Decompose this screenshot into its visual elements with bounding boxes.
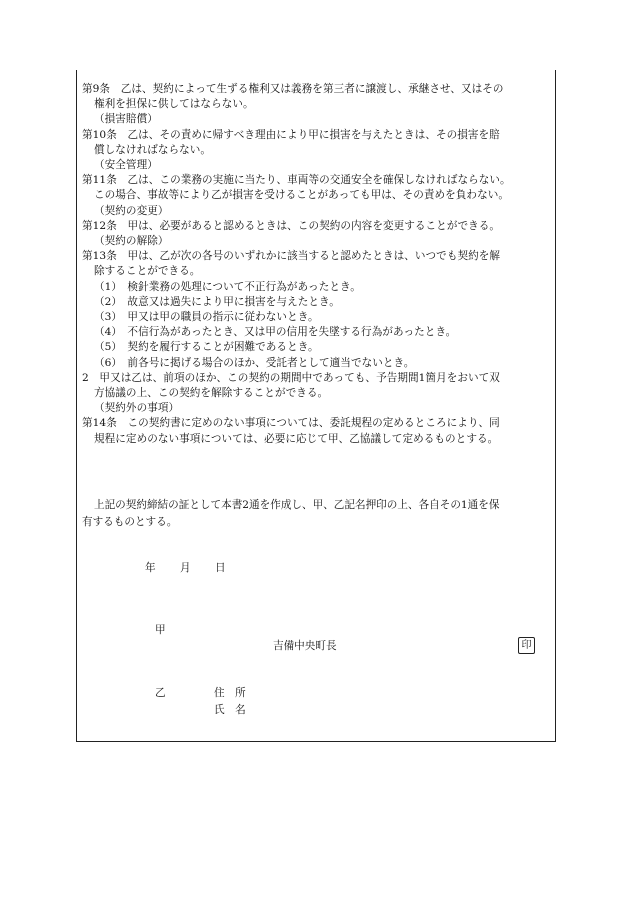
article-line: 第12条 甲は、必要があると認めるときは、この契約の内容を変更することができる。 bbox=[82, 219, 501, 232]
list-item: （1） 検針業務の処理について不正行為があったとき。 bbox=[94, 280, 361, 293]
party-b-address-label: 住 所 bbox=[214, 687, 246, 699]
article-line: 規程に定めのない事項については、必要に応じて甲、乙協議して定めるものとする。 bbox=[94, 432, 499, 445]
closing-statement bbox=[82, 497, 552, 531]
list-item: （6） 前各号に掲げる場合のほか、受託者として適当でないとき。 bbox=[94, 356, 415, 369]
article-line: 償しなければならない。 bbox=[94, 143, 212, 156]
seal-mark: 印 bbox=[518, 637, 535, 654]
list-item: （2） 故意又は過失により甲に損害を与えたとき。 bbox=[94, 295, 340, 308]
article-caption: （契約外の事項） bbox=[94, 402, 180, 415]
article-line: 権利を担保に供してはならない。 bbox=[94, 98, 254, 111]
article-line: 第14条 この契約書に定めのない事項については、委託規程の定めるところにより、同 bbox=[82, 417, 500, 430]
article-caption: （契約の変更） bbox=[94, 204, 169, 217]
party-b-label: 乙 bbox=[155, 687, 166, 699]
article-line: 第13条 甲は、乙が次の各号のいずれかに該当すると認めたときは、いつでも契約を解 bbox=[82, 250, 501, 263]
article-line: 除することができる。 bbox=[94, 265, 201, 278]
article-line: この場合、事故等により乙が損害を受けることがあっても甲は、その責めを負わない。 bbox=[94, 189, 509, 202]
list-item: （4） 不信行為があったとき、又は甲の信用を失墜する行為があったとき。 bbox=[94, 326, 457, 339]
date-month-label: 月 bbox=[180, 562, 191, 574]
article-caption: （安全管理） bbox=[94, 159, 158, 172]
party-a-label: 甲 bbox=[155, 624, 166, 636]
article-line: 第9条 乙は、契約によって生ずる権利又は義務を第三者に譲渡し、承継させ、又はその bbox=[82, 83, 504, 95]
party-b-name-label: 氏 名 bbox=[214, 704, 246, 716]
party-a-name: 吉備中央町長 bbox=[273, 640, 337, 652]
article-line: 方協議の上、この契約を解除することができる。 bbox=[94, 387, 329, 400]
article-line: 2 甲又は乙は、前項のほか、この契約の期間中であっても、予告期間1箇月をおいて双 bbox=[82, 371, 500, 384]
list-item: （3） 甲又は甲の職員の指示に従わないとき。 bbox=[94, 311, 319, 324]
article-line: 第10条 乙は、その責めに帰すべき理由により甲に損害を与えたときは、その損害を賠 bbox=[82, 128, 500, 141]
article-line: 第11条 乙は、この業務の実施に当たり、車両等の交通安全を確保しなければならない。 bbox=[82, 174, 511, 187]
closing-line-2: 有するものとする。 bbox=[82, 516, 178, 528]
article-caption: （損害賠償） bbox=[94, 113, 158, 126]
date-year-label: 年 bbox=[145, 562, 156, 574]
contract-articles bbox=[82, 82, 552, 447]
date-day-label: 日 bbox=[215, 562, 226, 574]
closing-line-1: 上記の契約締結の証として本書2通を作成し、甲、乙記名押印の上、各自その1通を保 bbox=[94, 499, 500, 511]
list-item: （5） 契約を履行することが困難であるとき。 bbox=[94, 341, 319, 354]
article-caption: （契約の解除） bbox=[94, 235, 169, 248]
